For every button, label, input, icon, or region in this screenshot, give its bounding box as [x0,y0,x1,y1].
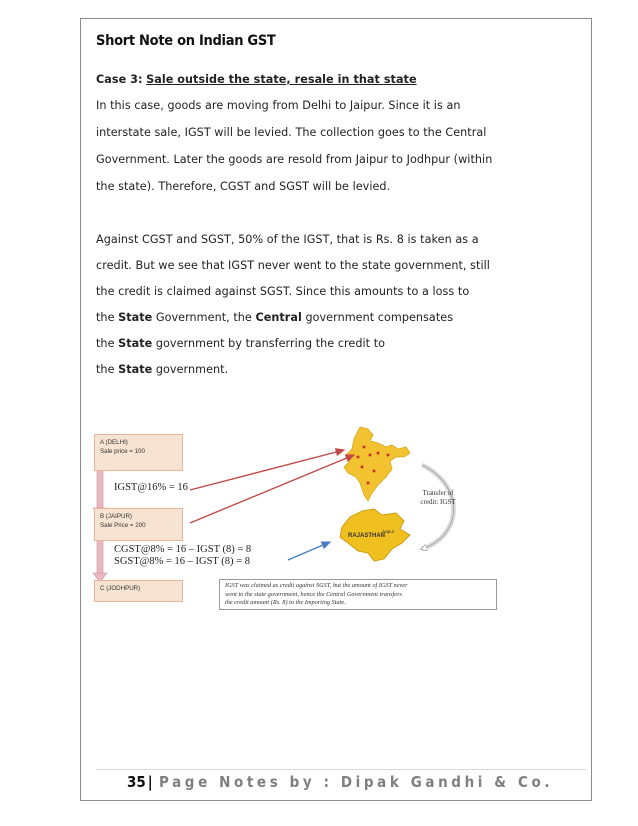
state-label: RAJASTHAN [348,533,386,539]
sgst-formula: SGST@8% = 16 – IGST (8) = 8 [114,556,250,567]
emphasis-state: State [118,311,153,324]
transfer-label: Transfer of credit: IGST [420,489,456,506]
page-footer [127,773,553,791]
case-heading [96,73,417,86]
box-jaipur: B (JAIPUR) Sale Price = 200 [94,508,183,541]
paragraph-line: the state). Therefore, CGST and SGST will be levied. [96,180,391,193]
city-label: Jaipur [382,529,395,534]
paragraph-line: the State government by transferring the credit to [96,337,386,350]
paragraph-line: Against CGST and SGST, 50% of the IGST, that is Rs. 8 is taken as a [96,233,479,246]
transfer-arrow [422,465,454,549]
india-map-icon [344,427,410,501]
footer-divider [96,769,586,770]
emphasis-state: State [118,363,153,376]
blue-arrow [288,542,330,560]
credit-note: IGST was claimed as credit against SGST, but the amount of IGST never went to the state government, hence the Central Government transfers the credit amount (Rs. 8) to the Importing State. [219,579,497,610]
page-number: 35 [127,773,146,791]
case-title: Sale outside the state, resale in that state [146,73,417,86]
emphasis-central: Central [255,311,302,324]
paragraph-line: the credit is claimed against SGST. Since this amounts to a loss to [96,285,470,298]
paragraph-line: the State government. [96,363,229,376]
emphasis-state: State [118,337,153,350]
case-label: Case 3: [96,73,143,86]
footer-separator: | [147,773,153,791]
paragraph-line: Government. Later the goods are resold from Jaipur to Jodhpur (within [96,153,493,166]
page-title: Short Note on Indian GST [96,33,276,49]
red-arrow [190,450,344,490]
paragraph-line: the State Government, the Central government compensates [96,311,454,324]
box-delhi: A (DELHI) Sale price = 100 [94,434,183,471]
gst-flow-diagram [92,425,492,625]
paragraph-line: In this case, goods are moving from Delhi to Jaipur. Since it is an [96,99,461,112]
red-arrow [190,455,354,523]
footer-text: Page Notes by : Dipak Gandhi & Co. [159,773,554,791]
paragraph-line: interstate sale, IGST will be levied. The collection goes to the Central [96,126,487,139]
down-arrow-icon [93,540,107,582]
paragraph-line: credit. But we see that IGST never went to the state government, still [96,259,490,272]
cgst-formula: CGST@8% = 16 – IGST (8) = 8 [114,544,252,555]
igst-formula: IGST@16% = 16 [114,482,188,493]
box-jodhpur: C (JODHPUR) [94,580,183,602]
